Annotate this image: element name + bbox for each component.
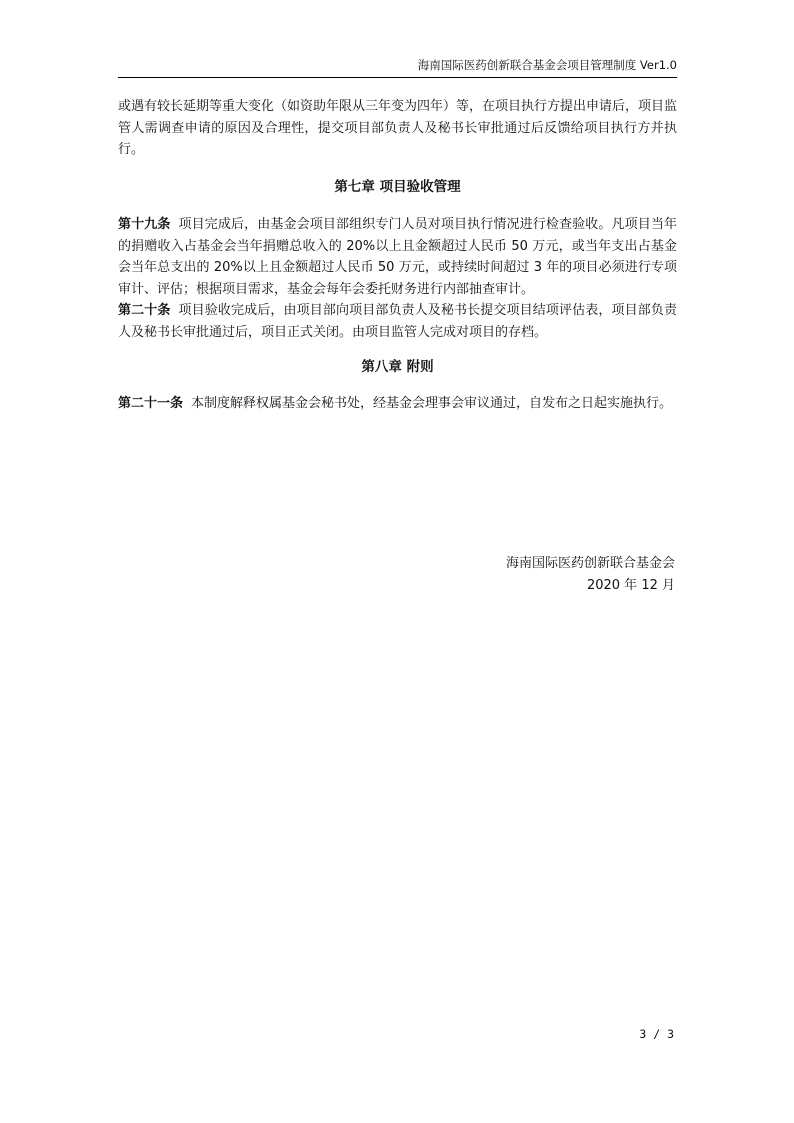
signature-block — [506, 553, 675, 597]
signature-date: 2020 年 12 月 — [586, 578, 675, 593]
article-20 — [118, 300, 677, 343]
page-number: 3 / 3 — [639, 1027, 674, 1041]
article-21-text: 本制度解释权属基金会秘书处，经基金会理事会审议通过，自发布之日起实施执行。 — [191, 395, 673, 411]
article-19-label: 第十九条 — [118, 217, 171, 232]
article-19 — [118, 214, 677, 300]
chapter-8-heading: 第八章 附则 — [361, 359, 434, 375]
article-20-label: 第二十条 — [118, 303, 171, 318]
page-header — [118, 57, 677, 78]
article-21 — [118, 393, 677, 415]
chapter-7-heading: 第七章 项目验收管理 — [334, 178, 461, 195]
article-19-text: 项目完成后，由基金会项目部组织专门人员对项目执行情况进行检查验收。凡项目当年的捐赠收入占基金会当年捐赠总收入的 20%以上且金额超过人民币 50 万元，或当年支出占基金会当年总支出的 20%以上且金额超过人民币 50 万元，或持续时间超过 3 年的项目必须进行专项审计、评估；根据项目需求，基金会每年会委托财务进行内部抽查审计。 — [118, 217, 677, 297]
signature-org: 海南国际医药创新联合基金会 — [505, 556, 675, 571]
article-21-label: 第二十一条 — [118, 395, 184, 411]
document-body — [118, 96, 677, 414]
header-title: 海南国际医药创新联合基金会项目管理制度 Ver1.0 — [417, 58, 677, 72]
article-20-text: 项目验收完成后，由项目部向项目部负责人及秘书长提交项目结项评估表，项目部负责人及秘书长审批通过后，项目正式关闭。由项目监管人完成对项目的存档。 — [118, 303, 677, 340]
continuation-paragraph: 或遇有较长延期等重大变化（如资助年限从三年变为四年）等，在项目执行方提出申请后，项目监管人需调查申请的原因及合理性，提交项目部负责人及秘书长审批通过后反馈给项目执行方并执行。 — [118, 99, 678, 157]
